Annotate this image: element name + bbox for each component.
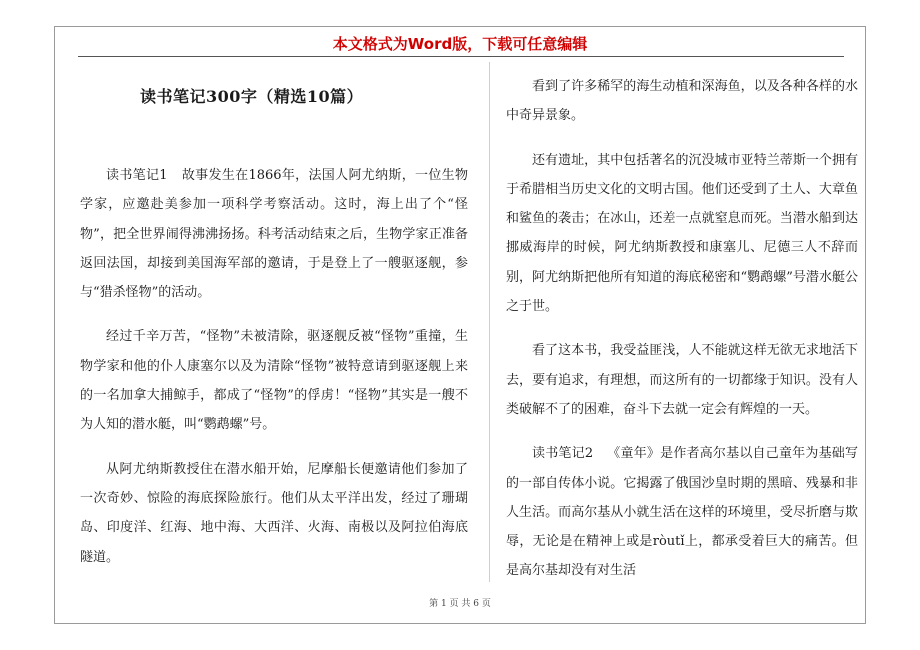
paragraph-text: 还有遗址，其中包括著名的沉没城市亚特兰蒂斯一个拥有于希腊相当历史文化的文明古国。他们还受到了土人、大章鱼和鲨鱼的袭击；在冰山，还差一点就窒息而死。当潜水船到达挪威海岸的时候，阿尤纳斯教授和康塞儿、尼德三人不辞而别，阿尤纳斯把他所有知道的海底秘密和“鹦鹉螺”号潜水艇公之于世。 bbox=[506, 152, 858, 315]
paragraph bbox=[80, 161, 468, 307]
right-column bbox=[506, 72, 858, 601]
paragraph bbox=[506, 336, 858, 424]
section-label: 读书笔记2 bbox=[532, 446, 594, 462]
paragraph-text: 从阿尤纳斯教授住在潜水船开始，尼摩船长便邀请他们参加了一次奇妙、惊险的海底探险旅行。他们从太平洋出发，经过了珊瑚岛、印度洋、红海、地中海、大西洋、火海、南极以及阿拉伯海底隧道。 bbox=[80, 461, 468, 565]
paragraph bbox=[80, 322, 468, 439]
column-divider bbox=[489, 62, 490, 582]
paragraph-text: 经过千辛万苦，“怪物”未被清除，驱逐舰反被“怪物”重撞，生物学家和他的仆人康塞尔以及为清除“怪物”被特意请到驱逐舰上来的一名加拿大捕鲸手，都成了“怪物”的俘虏！“怪物”其实是一艘不为人知的潜水艇，叫“鹦鹉螺”号。 bbox=[80, 329, 468, 433]
paragraph bbox=[506, 439, 858, 585]
paragraph-text: 看到了许多稀罕的海生动植和深海鱼，以及各种各样的水中奇异景象。 bbox=[506, 79, 858, 124]
paragraph-text: 看了这本书，我受益匪浅，人不能就这样无欲无求地活下去，要有追求，有理想，而这所有的一切都缘于知识。没有人类破解不了的困难，奋斗下去就一定会有辉煌的一天。 bbox=[506, 343, 858, 417]
paragraph bbox=[506, 146, 858, 322]
page-number: 第 1 页 共 6 页 bbox=[429, 599, 491, 609]
paragraph-text: 《童年》是作者高尔基以自己童年为基础写的一部自传体小说。它揭露了俄国沙皇时期的黑暗、残暴和非人生活。而高尔基从小就生活在这样的环境里，受尽折磨与欺辱，无论是在精神上或是ròutǐ上，都承受着巨大的痛苦。但是高尔基却没有对生活 bbox=[506, 446, 858, 579]
document-title: 读书笔记300字（精选10篇） bbox=[140, 87, 364, 106]
header-banner: 本文格式为Word版，下载可任意编辑 bbox=[332, 35, 588, 53]
paragraph bbox=[506, 72, 858, 131]
section-label: 读书笔记1 bbox=[106, 168, 168, 183]
header-rule bbox=[78, 56, 844, 57]
paragraph-text: 故事发生在1866年，法国人阿尤纳斯，一位生物学家，应邀赴美参加一项科学考察活动。这时，海上出了个“怪物”，把全世界闹得沸沸扬扬。科考活动结束之后，生物学家正准备返回法国，却接到美国海军部的邀请，于是登上了一艘驱逐舰，参与“猎杀怪物”的活动。 bbox=[80, 168, 468, 301]
paragraph bbox=[80, 455, 468, 572]
left-column bbox=[80, 161, 468, 587]
